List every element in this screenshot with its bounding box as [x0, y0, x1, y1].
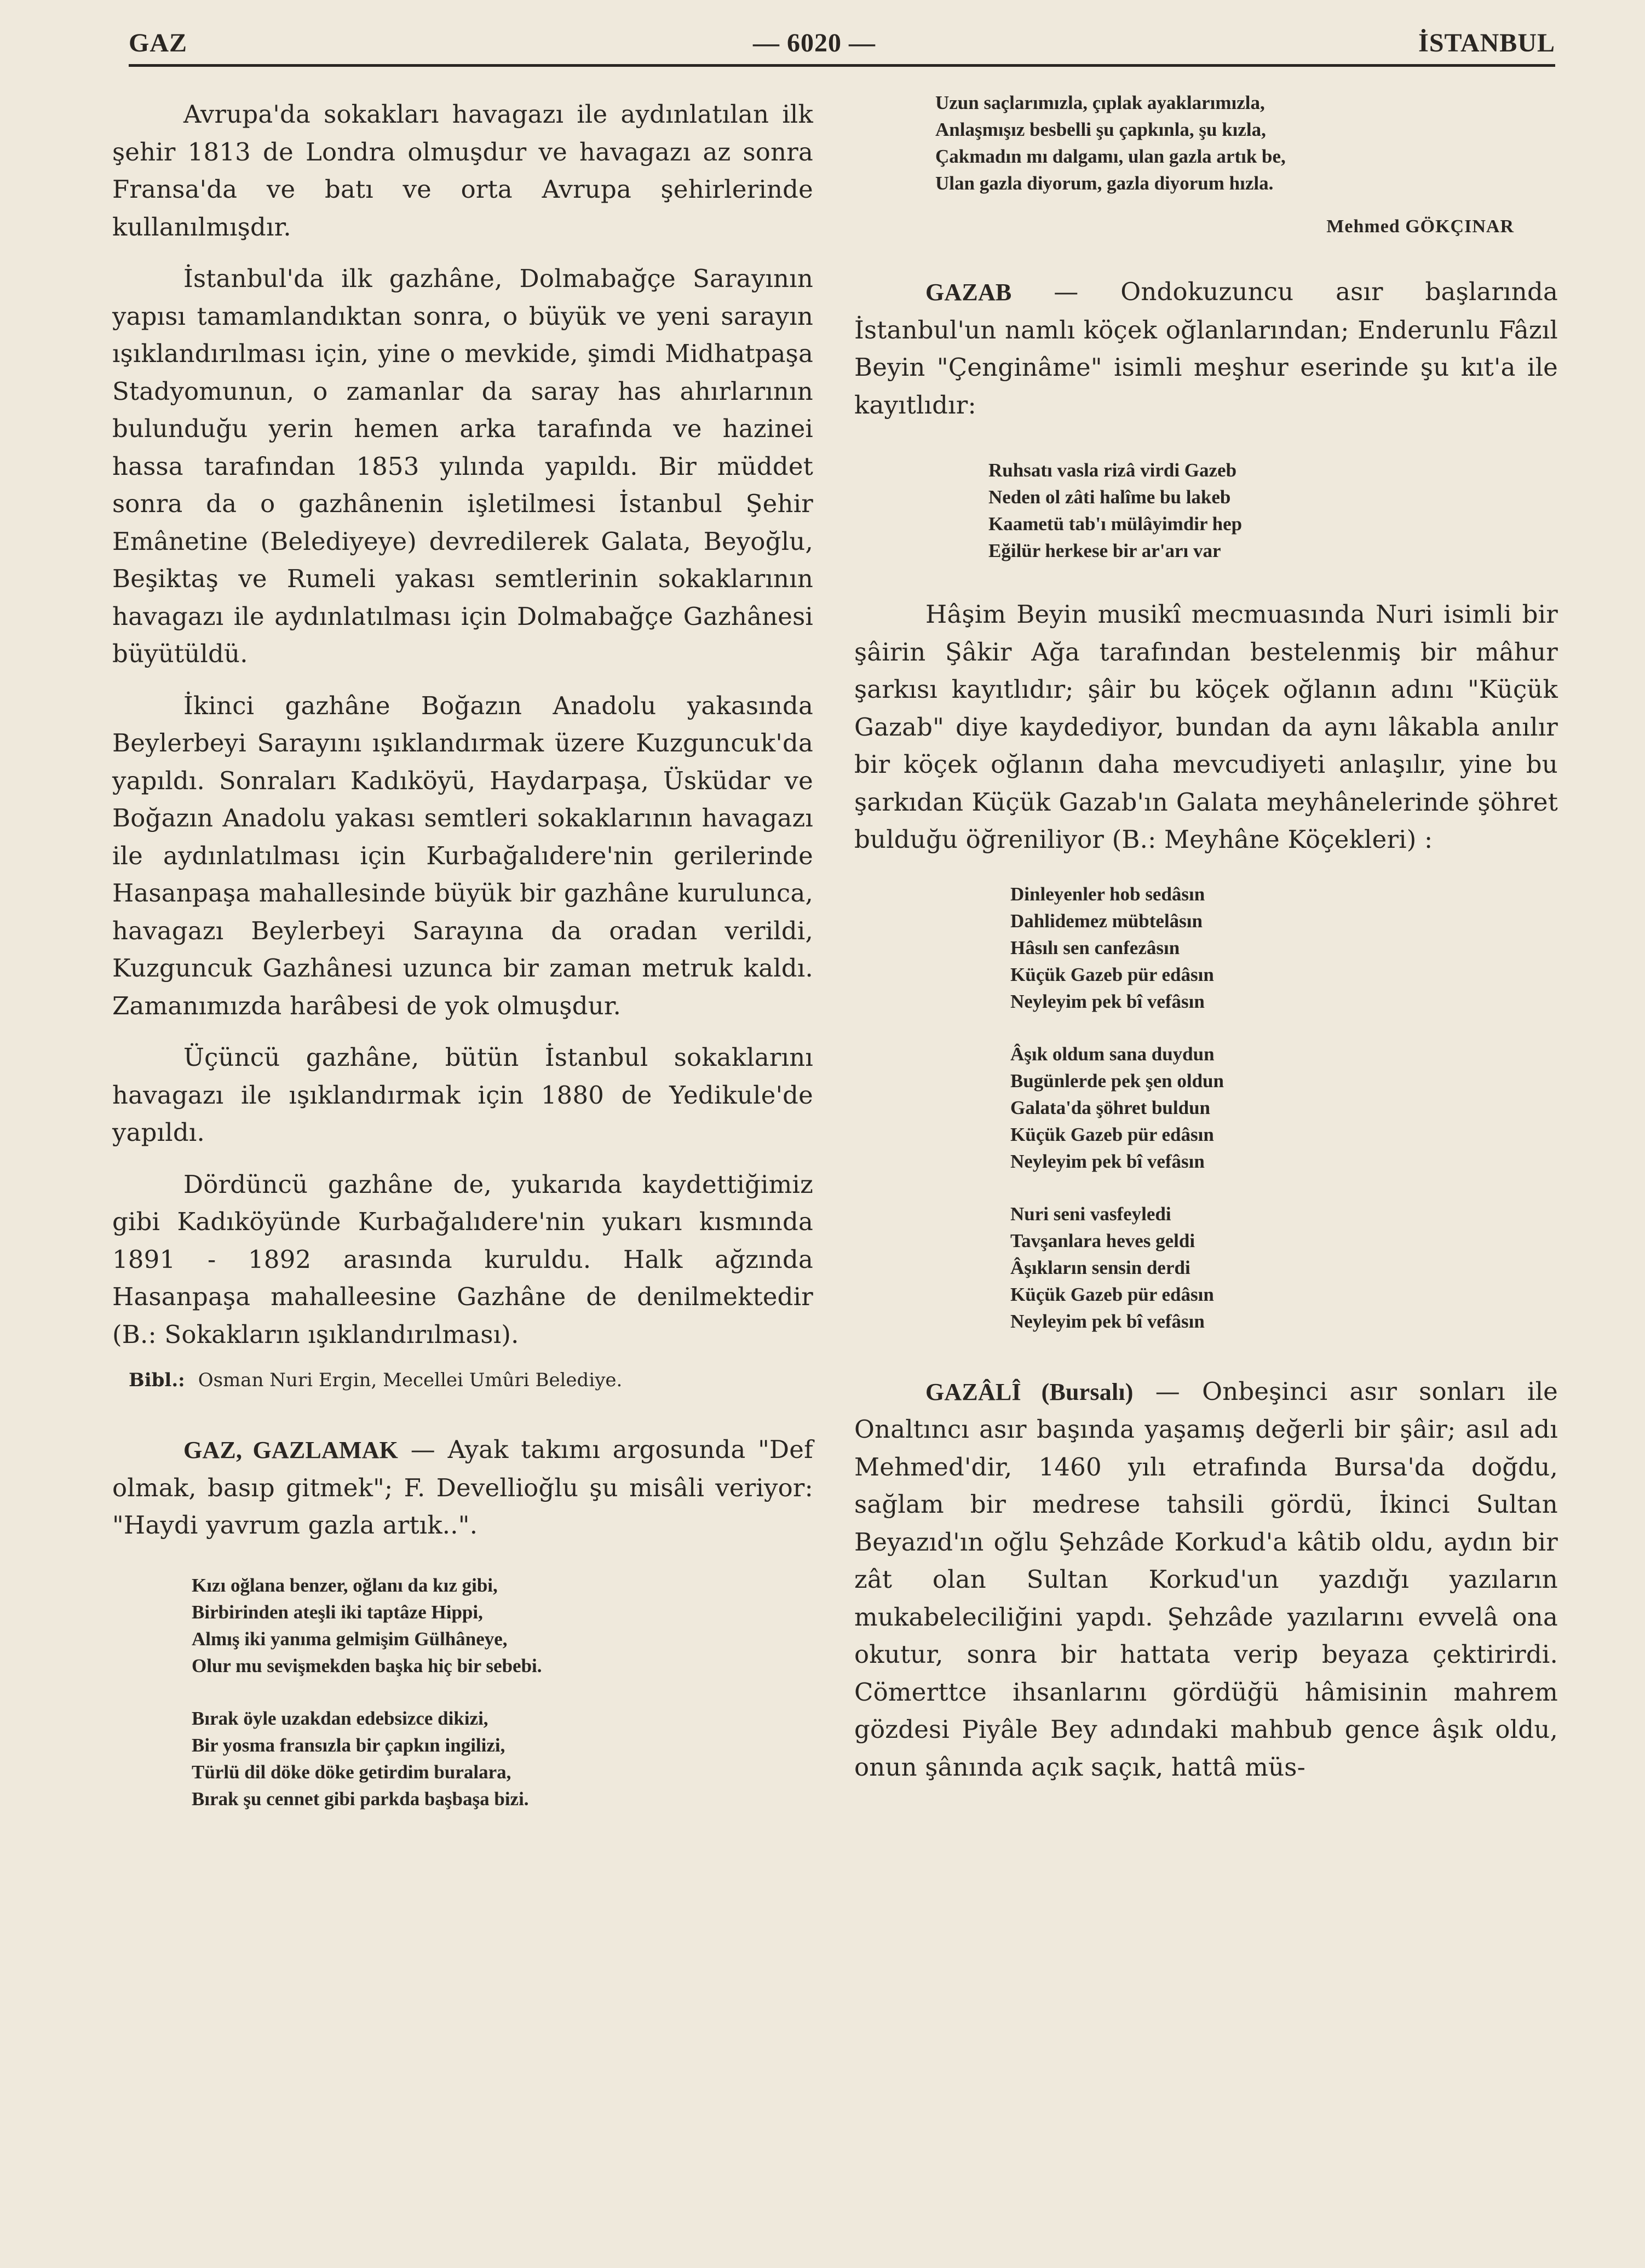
left-column	[112, 96, 813, 1812]
poem-stanza	[192, 1705, 813, 1812]
poem-line: Kaametü tab'ı mülâyimdir hep	[988, 513, 1243, 535]
kita-verse	[854, 457, 1558, 564]
poem-line: Kızı oğlana benzer, oğlanı da kız gibi,	[192, 1574, 498, 1596]
poem-line: Neden ol zâti halîme bu lakeb	[988, 486, 1231, 508]
song-line: Küçük Gazeb pür edâsın	[1010, 1283, 1214, 1305]
entry-gaz-gazlamak	[112, 1431, 813, 1544]
entry-heading: GAZ, GAZLAMAK	[183, 1437, 399, 1463]
entry-gazali	[854, 1373, 1558, 1787]
page-number: — 6020 —	[753, 28, 876, 58]
paragraph: Dördüncü gazhâne de, yukarıda kaydettiğimiz gibi Kadıköyünde Kurbağalıdere'nin yukarı kısmında 1891 - 1892 arasında kuruldu. Halk ağzında Hasanpaşa mahalleesine Gazhâne de denilmektedir (B.: Sokakların ışıklandırılması).	[112, 1169, 813, 1349]
bibliography	[112, 1368, 813, 1393]
header-rule	[129, 64, 1555, 67]
poem-line: Bırak şu cennet gibi parkda başbaşa bizi.	[192, 1788, 529, 1810]
entry-text: — Ondokuzuncu asır başlarında İstanbul'un namlı köçek oğlanlarından; Enderunlu Fâzıl Beyin "Çenginâme" isimli meşhur eserinde şu kıt'a ile kayıtlıdır:	[854, 277, 1558, 420]
poem-line: Çakmadın mı dalgamı, ulan gazla artık be,	[935, 146, 1286, 167]
paragraph: Hâşim Beyin musikî mecmuasında Nuri isimli bir şâirin Şâkir Ağa tarafından bestelenmiş bir mâhur şarkısı kayıtlıdır; şâir bu köçek oğlanın adını "Küçük Gazab" diye kaydediyor, bundan da aynı lâkabla anılır bir köçek oğlanın daha mevcudiyeti anlaşılır, yine bu şarkıdan Küçük Gazab'ın Galata meyhânelerinde şöhret bulduğu öğreniliyor (B.: Meyhâne Köçekleri) :	[854, 600, 1558, 854]
song-stanza	[1010, 881, 1558, 1015]
page-header	[129, 25, 1555, 68]
paragraph: Avrupa'da sokakları havagazı ile aydınlatılan ilk şehir 1813 de Londra olmuşdur ve havagazı az sonra Fransa'da ve batı ve orta Avrupa şehirlerinde kullanılmışdır.	[112, 100, 813, 242]
poem	[112, 1572, 813, 1812]
poem-stanza	[192, 1572, 813, 1679]
song-line: Âşıkların sensin derdi	[1010, 1256, 1190, 1278]
entry-gazab	[854, 273, 1558, 424]
poem-line: Olur mu sevişmekden başka hiç bir sebebi.	[192, 1655, 542, 1676]
poem-line: Türlü dil döke döke getirdim buralara,	[192, 1761, 511, 1783]
bibliography-text: Osman Nuri Ergin, Mecellei Umûri Belediye.	[198, 1369, 623, 1391]
song-line: Dahlidemez mübtelâsın	[1010, 910, 1203, 932]
song-line: Neyleyim pek bî vefâsın	[1010, 1310, 1205, 1332]
poem-line: Bırak öyle uzakdan edebsizce dikizi,	[192, 1707, 488, 1729]
bibliography-label: Bibl.:	[129, 1369, 185, 1391]
entry-heading: GAZAB	[925, 279, 1012, 306]
header-title: İSTANBUL	[1418, 28, 1555, 58]
poem-line: Bir yosma fransızla bir çapkın ingilizi,	[192, 1734, 505, 1756]
paragraph: İkinci gazhâne Boğazın Anadolu yakasında Beylerbeyi Sarayını ışıklandırmak üzere Kuzguncuk'da yapıldı. Sonraları Kadıköyü, Haydarpaşa, Üsküdar ve Boğazın Anadolu yakası semtleri sokaklarının havagazı ile aydınlatılması için Kurbağalıdere'nin gerilerinde Hasanpaşa mahallesinde büyük bir gazhâne kurulunca, havagazı Beylerbeyi Sarayına da oradan verildi, Kuzguncuk Gazhânesi uzunca bir zaman metruk kaldı. Zamanımızda harâbesi de yok olmuşdur.	[112, 691, 813, 1020]
entry-text: — Onbeşinci asır sonları ile Onaltıncı asır başında yaşamış değerli bir şâir; asıl adı Mehmed'dir, 1460 yılı etrafında Bursa'da doğdu, sağlam bir medrese tahsili gördü, İkinci Sultan Beyazıd'ın oğlu Şehzâde Korkud'a kâtib oldu, aydın bir zât olan Sultan Korkud'un yazdığı yazıların mukabeleciliğini yapdı. Şehzâde yazılarını evvelâ ona okutur, sonra bir hattata verip beyaza çektirirdi. Cömerttce ihsanlarını gördüğü hâmisinin mahrem gözdesi Piyâle Bey adındaki mahbub gence âşık oldu, onun şânında açık saçık, hattâ müs-	[854, 1376, 1558, 1782]
song-stanza	[1010, 1201, 1558, 1335]
header-entry-word: GAZ	[129, 28, 188, 58]
song-line: Tavşanlara heves geldi	[1010, 1230, 1195, 1251]
song-line: Hâsılı sen canfezâsın	[1010, 937, 1180, 958]
song-line: Dinleyenler hob sedâsın	[1010, 883, 1205, 905]
paragraph: Üçüncü gazhâne, bütün İstanbul sokaklarını havagazı ile ışıklandırmak için 1880 de Yedikule'de yapıldı.	[112, 1043, 813, 1147]
paragraph: İstanbul'da ilk gazhâne, Dolmabağçe Sarayının yapısı tamamlandıktan sonra, o büyük ve yeni sarayın ışıklandırılması için, yine o mevkide, şimdi Midhatpaşa Stadyomunun, o zamanlar da saray has ahırlarının bulunduğu yerin hemen arka tarafında ve hazinei hassa tarafından 1853 yılında yapıldı. Bir müddet sonra da o gazhânenin işletilmesi İstanbul Şehir Emânetine (Belediyeye) devredilerek Galata, Beyoğlu, Beşiktaş ve Rumeli yakası semtlerinin sokaklarının havagazı ile aydınlatılması için Dolmabağçe Gazhânesi büyütüldü.	[112, 264, 813, 668]
song	[854, 881, 1558, 1335]
right-column	[854, 92, 1558, 1786]
song-line: Küçük Gazeb pür edâsın	[1010, 1123, 1214, 1145]
poem	[854, 89, 1558, 197]
poem-stanza	[988, 457, 1558, 564]
song-line: Âşık oldum sana duydun	[1010, 1043, 1215, 1065]
poem-line: Anlaşmışız besbelli şu çapkınla, şu kızla,	[935, 119, 1266, 140]
song-line: Neyleyim pek bî vefâsın	[1010, 990, 1205, 1012]
song-line: Bugünlerde pek şen oldun	[1010, 1070, 1224, 1092]
poem-line: Birbirinden ateşli iki taptâze Hippi,	[192, 1601, 483, 1623]
poem-line: Ruhsatı vasla rizâ virdi Gazeb	[988, 460, 1237, 481]
poem-stanza	[935, 89, 1558, 197]
song-line: Neyleyim pek bî vefâsın	[1010, 1150, 1205, 1172]
song-line: Galata'da şöhret buldun	[1010, 1096, 1211, 1118]
poem-line: Ulan gazla diyorum, gazla diyorum hızla.	[935, 173, 1274, 194]
poem-author: Mehmed GÖKÇINAR	[1326, 216, 1514, 237]
song-stanza	[1010, 1041, 1558, 1175]
song-line: Küçük Gazeb pür edâsın	[1010, 963, 1214, 985]
song-line: Nuri seni vasfeyledi	[1010, 1203, 1171, 1225]
poem-line: Eğilür herkese bir ar'arı var	[988, 540, 1221, 561]
entry-heading: GAZÂLÎ (Bursalı)	[925, 1378, 1134, 1405]
entry-text: — Ayak takımı argosunda "Def olmak, basıp gitmek"; F. Devellioğlu şu misâli veriyor: "Haydi yavrum gazla artık..".	[112, 1435, 813, 1540]
poem-line: Almış iki yanıma gelmişim Gülhâneye,	[192, 1628, 508, 1650]
poem-line: Uzun saçlarımızla, çıplak ayaklarımızla,	[935, 92, 1265, 113]
